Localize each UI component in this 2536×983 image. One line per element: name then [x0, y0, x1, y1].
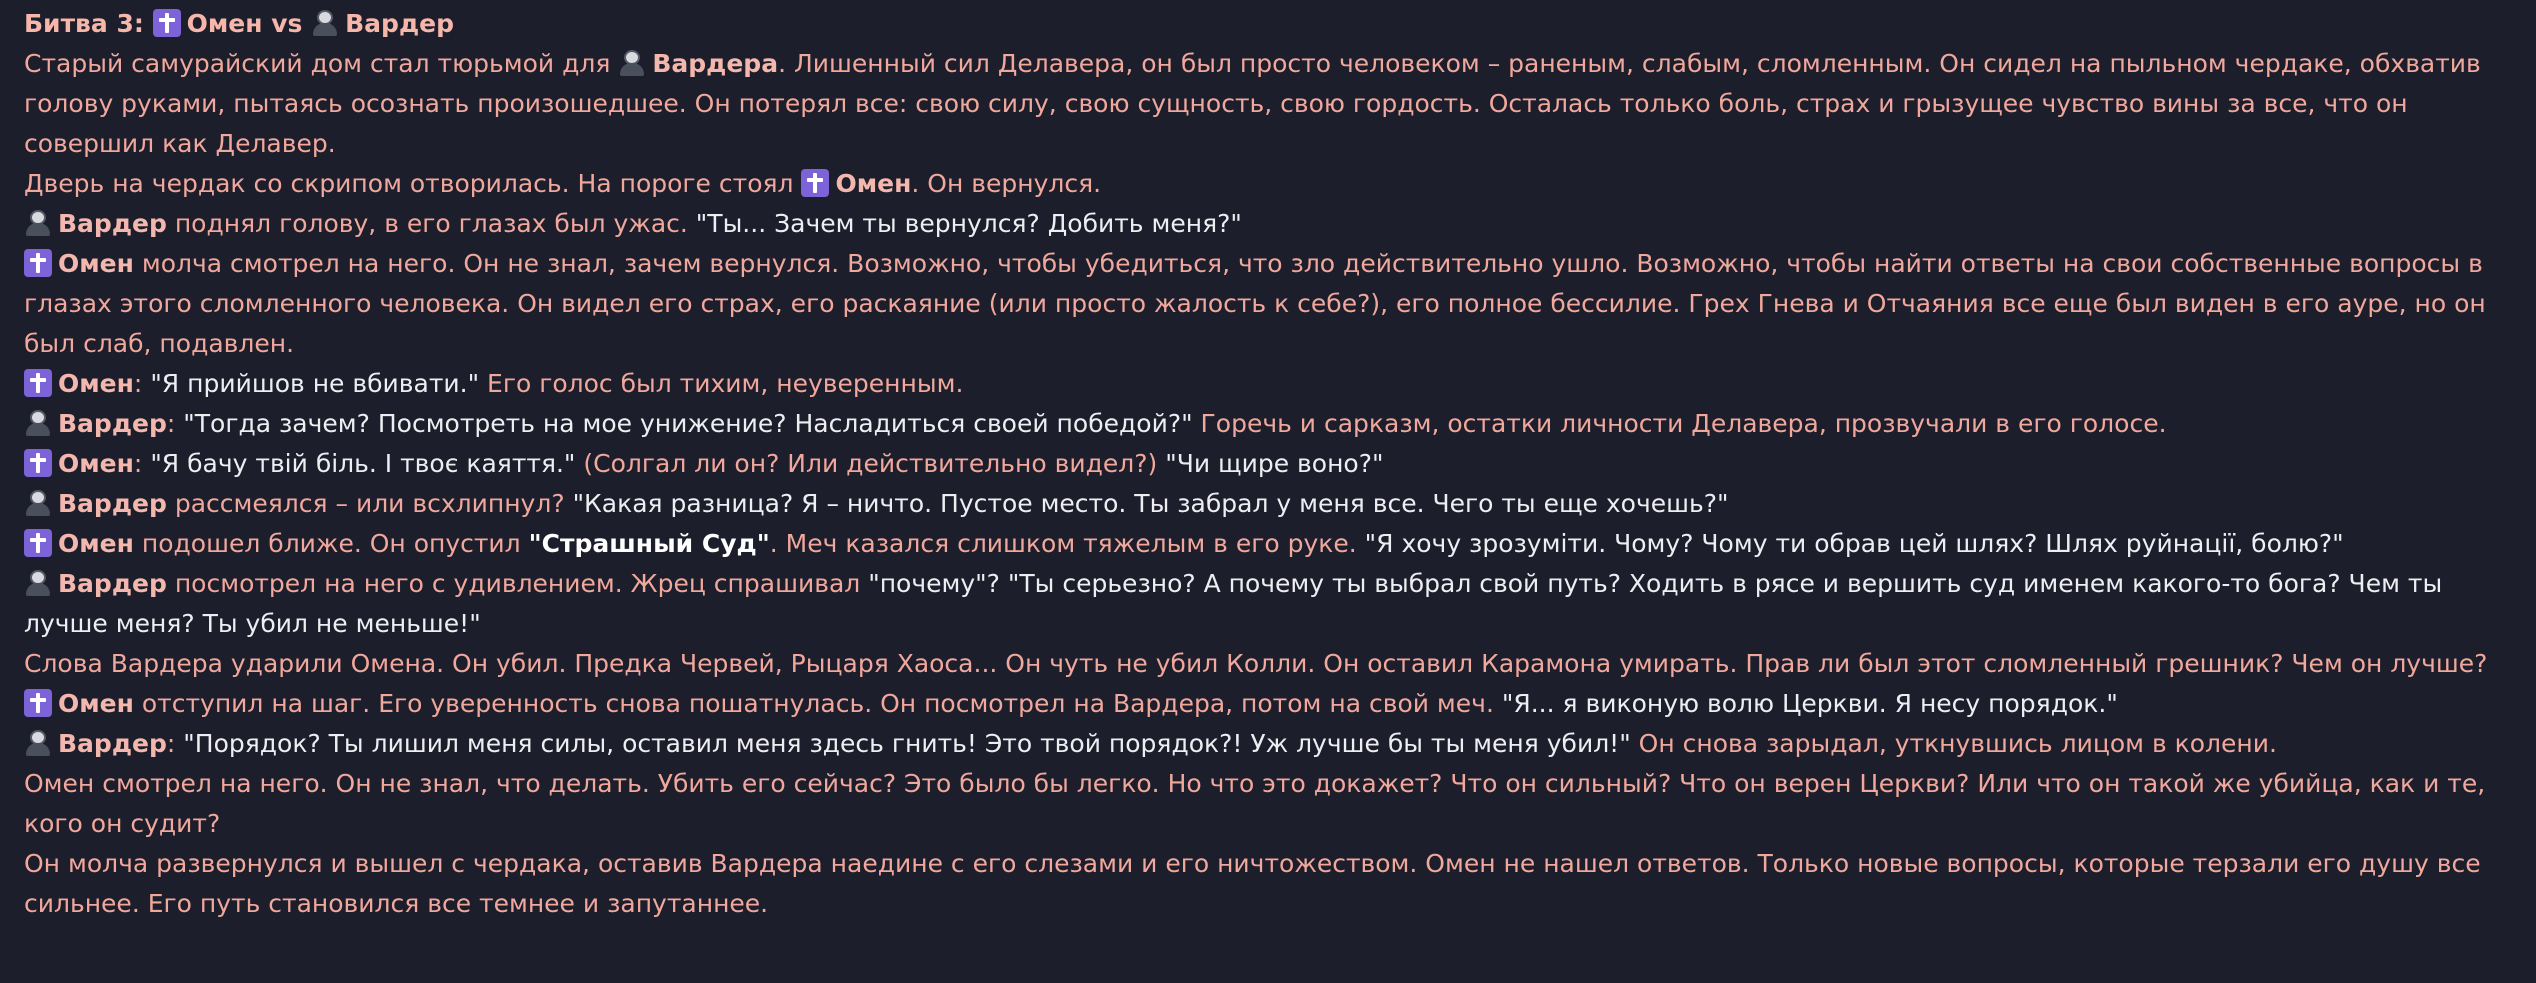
omen-name: Омен — [58, 249, 134, 278]
colon: : — [166, 409, 176, 438]
paragraph-15 — [24, 844, 2514, 924]
narration: Его голос был тихим, неуверенным. — [487, 369, 964, 398]
paragraph-3 — [24, 204, 2514, 244]
paragraph-11 — [24, 644, 2514, 684]
narration: рассмеялся – или всхлипнул? — [174, 489, 565, 518]
varder-name: Вардер — [58, 209, 167, 238]
latin-cross-icon — [153, 9, 181, 37]
varder-name: Вардер — [58, 409, 167, 438]
colon: : — [133, 369, 143, 398]
narration: Слова Вардера ударили Омена. Он убил. Предка Червей, Рыцаря Хаоса... Он чуть не убил Колли. Он оставил Карамона умирать. Прав ли был этот сломленный грешник? Чем он лучше? — [24, 649, 2488, 678]
narration: молча смотрел на него. Он не знал, зачем вернулся. Возможно, чтобы убедиться, что зло действительно ушло. Возможно, чтобы найти ответы на свои собственные вопросы в глазах этого сломленного человека. Он видел его страх, его раскаяние (или просто жалость к себе?), его полное бессилие. Грех Гнева и Отчаяния все еще был виден в его ауре, но он был слаб, подавлен. — [24, 249, 2486, 358]
narration: Он молча развернулся и вышел с чердака, оставив Вардера наедине с его слезами и его ничтожеством. Омен не нашел ответов. Только новые вопросы, которые терзали его душу все сильнее. Его путь становился все темнее и запутаннее. — [24, 849, 2481, 918]
omen-name: Омен — [186, 9, 263, 38]
quote: "Я бачу твій біль. І твоє каяття." — [150, 449, 576, 478]
narration: Дверь на чердак со скрипом отворилась. На пороге стоял — [24, 169, 794, 198]
narration: . Лишенный сил Делавера, он был просто человеком – раненым, слабым, сломленным. Он сидел на пыльном чердаке, обхватив голову руками, пытаясь осознать произошедшее. Он потерял все: свою силу, свою сущность, свою гордость. Осталась только боль, страх и грызущее чувство вины за все, что он совершил как Делавер. — [24, 49, 2481, 158]
latin-cross-icon — [24, 689, 52, 717]
omen-name: Омен — [58, 529, 134, 558]
varder-name: Вардер — [58, 729, 167, 758]
narration: отступил на шаг. Его уверенность снова пошатнулась. Он посмотрел на Вардера, потом на свой меч. — [141, 689, 1494, 718]
narration: Он снова зарыдал, уткнувшись лицом в колени. — [1638, 729, 2277, 758]
paragraph-1 — [24, 44, 2514, 164]
narration: Омен смотрел на него. Он не знал, что делать. Убить его сейчас? Это было бы легко. Но что это докажет? Что он сильный? Что он верен Церкви? Или что он такой же убийца, как и те, кого он судит? — [24, 769, 2486, 838]
paragraph-8 — [24, 484, 2514, 524]
ninja-icon — [24, 209, 52, 237]
ninja-icon — [24, 569, 52, 597]
narration: посмотрел на него с удивлением. Жрец спрашивал — [174, 569, 861, 598]
omen-name: Омен — [58, 369, 134, 398]
colon: : — [133, 449, 143, 478]
paragraph-9 — [24, 524, 2514, 564]
narration: Горечь и сарказм, остатки личности Делавера, прозвучали в его голосе. — [1200, 409, 2167, 438]
paragraph-7 — [24, 444, 2514, 484]
title-prefix: Битва 3: — [24, 9, 144, 38]
ninja-icon — [24, 409, 52, 437]
title-vs: vs — [271, 9, 303, 38]
quote: "Тогда зачем? Посмотреть на мое унижение? Насладиться своей победой?" — [183, 409, 1193, 438]
paragraph-2 — [24, 164, 2514, 204]
quote: "Ты... Зачем ты вернулся? Добить меня?" — [695, 209, 1242, 238]
quote: "Чи щире воно?" — [1165, 449, 1384, 478]
omen-name: Омен — [58, 689, 134, 718]
quote: "Какая разница? Я – ничто. Пустое место. Ты забрал у меня все. Чего ты еще хочешь?" — [572, 489, 1729, 518]
varder-name: Вардера — [652, 49, 779, 78]
narration: Старый самурайский дом стал тюрьмой для — [24, 49, 611, 78]
quote: "почему"? — [868, 569, 1000, 598]
battle-title — [24, 4, 2514, 44]
narration: подошел ближе. Он опустил — [141, 529, 521, 558]
varder-name: Вардер — [58, 489, 167, 518]
narration: (Солгал ли он? Или действительно видел?) — [583, 449, 1158, 478]
omen-name: Омен — [835, 169, 912, 198]
paragraph-6 — [24, 404, 2514, 444]
narration: . Он вернулся. — [911, 169, 1102, 198]
paragraph-10 — [24, 564, 2514, 644]
quote: "Я прийшов не вбивати." — [150, 369, 480, 398]
narration: поднял голову, в его глазах был ужас. — [174, 209, 688, 238]
paragraph-13 — [24, 724, 2514, 764]
ninja-icon — [618, 49, 646, 77]
omen-name: Омен — [58, 449, 134, 478]
quote: "Я хочу зрозуміти. Чому? Чому ти обрав цей шлях? Шлях руйнації, болю?" — [1364, 529, 2344, 558]
sword-name: "Страшный Суд" — [528, 529, 770, 558]
latin-cross-icon — [24, 449, 52, 477]
paragraph-4 — [24, 244, 2514, 364]
ninja-icon — [24, 729, 52, 757]
latin-cross-icon — [801, 169, 829, 197]
narration: . Меч казался слишком тяжелым в его руке. — [769, 529, 1357, 558]
colon: : — [166, 729, 176, 758]
varder-name: Вардер — [58, 569, 167, 598]
varder-name: Вардер — [345, 9, 454, 38]
latin-cross-icon — [24, 249, 52, 277]
paragraph-14 — [24, 764, 2514, 844]
paragraph-12 — [24, 684, 2514, 724]
latin-cross-icon — [24, 369, 52, 397]
ninja-icon — [24, 489, 52, 517]
ninja-icon — [311, 9, 339, 37]
quote: "Ты серьезно? А почему ты выбрал свой путь? Ходить в рясе и вершить суд именем какого-то бога? Чем ты лучше меня? Ты убил не меньше!" — [24, 569, 2443, 638]
latin-cross-icon — [24, 529, 52, 557]
quote: "Я... я виконую волю Церкви. Я несу порядок." — [1501, 689, 2118, 718]
quote: "Порядок? Ты лишил меня силы, оставил меня здесь гнить! Это твой порядок?! Уж лучше бы ты меня убил!" — [183, 729, 1631, 758]
paragraph-5 — [24, 364, 2514, 404]
